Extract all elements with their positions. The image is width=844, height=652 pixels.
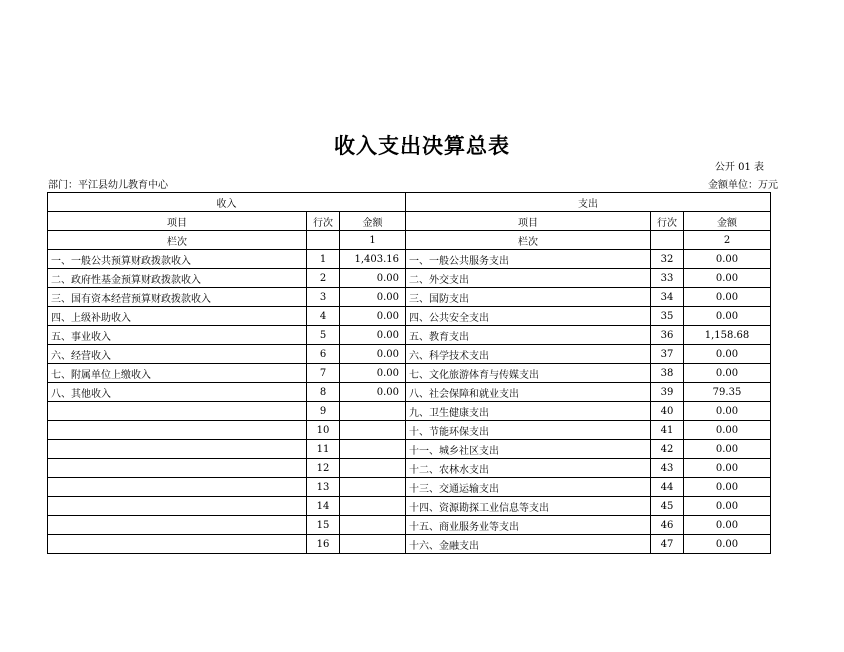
income-amount-cell bbox=[340, 535, 406, 554]
income-line-cell: 13 bbox=[307, 478, 340, 497]
income-amount-cell bbox=[340, 478, 406, 497]
expense-line-cell: 39 bbox=[651, 383, 684, 402]
income-line-cell: 14 bbox=[307, 497, 340, 516]
income-line-cell: 7 bbox=[307, 364, 340, 383]
income-line-cell: 4 bbox=[307, 307, 340, 326]
expense-amount-cell: 0.00 bbox=[684, 497, 771, 516]
income-amount-cell bbox=[340, 516, 406, 535]
expense-line-cell: 35 bbox=[651, 307, 684, 326]
table-row bbox=[48, 516, 771, 535]
income-amount-cell: 0.00 bbox=[340, 269, 406, 288]
expense-amount-cell: 0.00 bbox=[684, 535, 771, 554]
income-line-cell: 2 bbox=[307, 269, 340, 288]
expense-item-cell: 十、节能环保支出 bbox=[406, 421, 651, 440]
expense-item-cell: 三、国防支出 bbox=[406, 288, 651, 307]
expense-line-cell: 36 bbox=[651, 326, 684, 345]
income-amount-header: 金额 bbox=[340, 212, 406, 231]
expense-amount-cell: 0.00 bbox=[684, 345, 771, 364]
expense-item-cell: 六、科学技术支出 bbox=[406, 345, 651, 364]
table-row bbox=[48, 497, 771, 516]
table-body bbox=[48, 193, 771, 554]
expense-amount-cell: 0.00 bbox=[684, 478, 771, 497]
table-row bbox=[48, 478, 771, 497]
expense-item-cell: 二、外交支出 bbox=[406, 269, 651, 288]
expense-amount-cell: 0.00 bbox=[684, 402, 771, 421]
expense-line-cell: 40 bbox=[651, 402, 684, 421]
expense-item-cell: 十三、交通运输支出 bbox=[406, 478, 651, 497]
expense-section-header: 支出 bbox=[406, 193, 771, 212]
income-item-header: 项目 bbox=[48, 212, 307, 231]
expense-item-header: 项目 bbox=[406, 212, 651, 231]
income-line-cell: 15 bbox=[307, 516, 340, 535]
income-amount-cell bbox=[340, 497, 406, 516]
form-number: 公开 01 表 bbox=[714, 162, 764, 173]
income-item-cell: 八、其他收入 bbox=[48, 383, 307, 402]
expense-amount-cell: 0.00 bbox=[684, 459, 771, 478]
expense-amount-cell: 0.00 bbox=[684, 421, 771, 440]
income-item-cell: 二、政府性基金预算财政拨款收入 bbox=[48, 269, 307, 288]
department-label: 部门：平江县幼儿教育中心 bbox=[48, 180, 168, 191]
income-line-header: 行次 bbox=[307, 212, 340, 231]
income-amount-cell: 0.00 bbox=[340, 345, 406, 364]
table-row bbox=[48, 288, 771, 307]
income-item-cell bbox=[48, 497, 307, 516]
income-amount-cell: 0.00 bbox=[340, 383, 406, 402]
income-amount-cell: 0.00 bbox=[340, 364, 406, 383]
page-title: 收入支出决算总表 bbox=[334, 134, 510, 158]
expense-column-number: 2 bbox=[684, 231, 771, 250]
income-item-cell bbox=[48, 478, 307, 497]
expense-item-cell: 十二、农林水支出 bbox=[406, 459, 651, 478]
expense-item-cell: 十一、城乡社区支出 bbox=[406, 440, 651, 459]
income-item-cell: 三、国有资本经营预算财政拨款收入 bbox=[48, 288, 307, 307]
expense-line-header: 行次 bbox=[651, 212, 684, 231]
income-section-header: 收入 bbox=[48, 193, 406, 212]
table-row bbox=[48, 402, 771, 421]
table-row bbox=[48, 326, 771, 345]
expense-line-cell: 38 bbox=[651, 364, 684, 383]
expense-line-cell: 32 bbox=[651, 250, 684, 269]
income-item-cell bbox=[48, 440, 307, 459]
income-item-cell: 一、一般公共预算财政拨款收入 bbox=[48, 250, 307, 269]
expense-amount-header: 金额 bbox=[684, 212, 771, 231]
expense-item-cell: 九、卫生健康支出 bbox=[406, 402, 651, 421]
expense-amount-cell: 1,158.68 bbox=[684, 326, 771, 345]
income-item-cell bbox=[48, 459, 307, 478]
table-row bbox=[48, 440, 771, 459]
income-amount-cell bbox=[340, 440, 406, 459]
income-amount-cell bbox=[340, 459, 406, 478]
table-row bbox=[48, 345, 771, 364]
income-item-cell: 六、经营收入 bbox=[48, 345, 307, 364]
income-item-cell: 四、上级补助收入 bbox=[48, 307, 307, 326]
expense-line-cell: 43 bbox=[651, 459, 684, 478]
expense-item-cell: 八、社会保障和就业支出 bbox=[406, 383, 651, 402]
expense-amount-cell: 0.00 bbox=[684, 516, 771, 535]
expense-amount-cell: 0.00 bbox=[684, 288, 771, 307]
income-column-number: 1 bbox=[340, 231, 406, 250]
expense-item-cell: 五、教育支出 bbox=[406, 326, 651, 345]
income-line-cell: 8 bbox=[307, 383, 340, 402]
income-amount-cell: 0.00 bbox=[340, 307, 406, 326]
expense-column-label: 栏次 bbox=[406, 231, 651, 250]
expense-item-cell: 十六、金融支出 bbox=[406, 535, 651, 554]
income-line-cell: 6 bbox=[307, 345, 340, 364]
income-line-cell: 10 bbox=[307, 421, 340, 440]
income-line-cell: 11 bbox=[307, 440, 340, 459]
expense-line-cell: 33 bbox=[651, 269, 684, 288]
income-amount-cell: 1,403.16 bbox=[340, 250, 406, 269]
table-row bbox=[48, 459, 771, 478]
expense-amount-cell: 79.35 bbox=[684, 383, 771, 402]
income-item-cell bbox=[48, 402, 307, 421]
expense-line-cell: 44 bbox=[651, 478, 684, 497]
expense-line-cell: 37 bbox=[651, 345, 684, 364]
income-item-cell: 五、事业收入 bbox=[48, 326, 307, 345]
income-item-cell: 七、附属单位上缴收入 bbox=[48, 364, 307, 383]
section-header-row bbox=[48, 193, 771, 212]
expense-amount-cell: 0.00 bbox=[684, 269, 771, 288]
expense-line-cell: 41 bbox=[651, 421, 684, 440]
income-line-cell: 3 bbox=[307, 288, 340, 307]
expense-item-cell: 一、一般公共服务支出 bbox=[406, 250, 651, 269]
table-row bbox=[48, 421, 771, 440]
expense-amount-cell: 0.00 bbox=[684, 440, 771, 459]
column-header-row bbox=[48, 212, 771, 231]
income-amount-cell bbox=[340, 421, 406, 440]
income-expense-table bbox=[47, 192, 771, 554]
expense-line-cell: 46 bbox=[651, 516, 684, 535]
expense-item-cell: 七、文化旅游体育与传媒支出 bbox=[406, 364, 651, 383]
expense-line-cell: 45 bbox=[651, 497, 684, 516]
income-line-cell: 12 bbox=[307, 459, 340, 478]
table-row bbox=[48, 269, 771, 288]
table-row bbox=[48, 364, 771, 383]
column-number-row bbox=[48, 231, 771, 250]
expense-line-empty bbox=[651, 231, 684, 250]
expense-line-cell: 34 bbox=[651, 288, 684, 307]
income-item-cell bbox=[48, 516, 307, 535]
expense-item-cell: 十四、资源勘探工业信息等支出 bbox=[406, 497, 651, 516]
income-line-cell: 1 bbox=[307, 250, 340, 269]
expense-item-cell: 四、公共安全支出 bbox=[406, 307, 651, 326]
income-amount-cell: 0.00 bbox=[340, 288, 406, 307]
income-amount-cell bbox=[340, 402, 406, 421]
income-line-cell: 16 bbox=[307, 535, 340, 554]
table-row bbox=[48, 383, 771, 402]
table-row bbox=[48, 535, 771, 554]
expense-amount-cell: 0.00 bbox=[684, 250, 771, 269]
income-item-cell bbox=[48, 421, 307, 440]
income-line-cell: 9 bbox=[307, 402, 340, 421]
expense-amount-cell: 0.00 bbox=[684, 307, 771, 326]
table-row bbox=[48, 307, 771, 326]
income-line-cell: 5 bbox=[307, 326, 340, 345]
income-amount-cell: 0.00 bbox=[340, 326, 406, 345]
income-item-cell bbox=[48, 535, 307, 554]
amount-unit-label: 金额单位：万元 bbox=[708, 180, 778, 191]
expense-line-cell: 42 bbox=[651, 440, 684, 459]
expense-amount-cell: 0.00 bbox=[684, 364, 771, 383]
expense-line-cell: 47 bbox=[651, 535, 684, 554]
expense-item-cell: 十五、商业服务业等支出 bbox=[406, 516, 651, 535]
income-line-empty bbox=[307, 231, 340, 250]
table-row bbox=[48, 250, 771, 269]
income-column-label: 栏次 bbox=[48, 231, 307, 250]
